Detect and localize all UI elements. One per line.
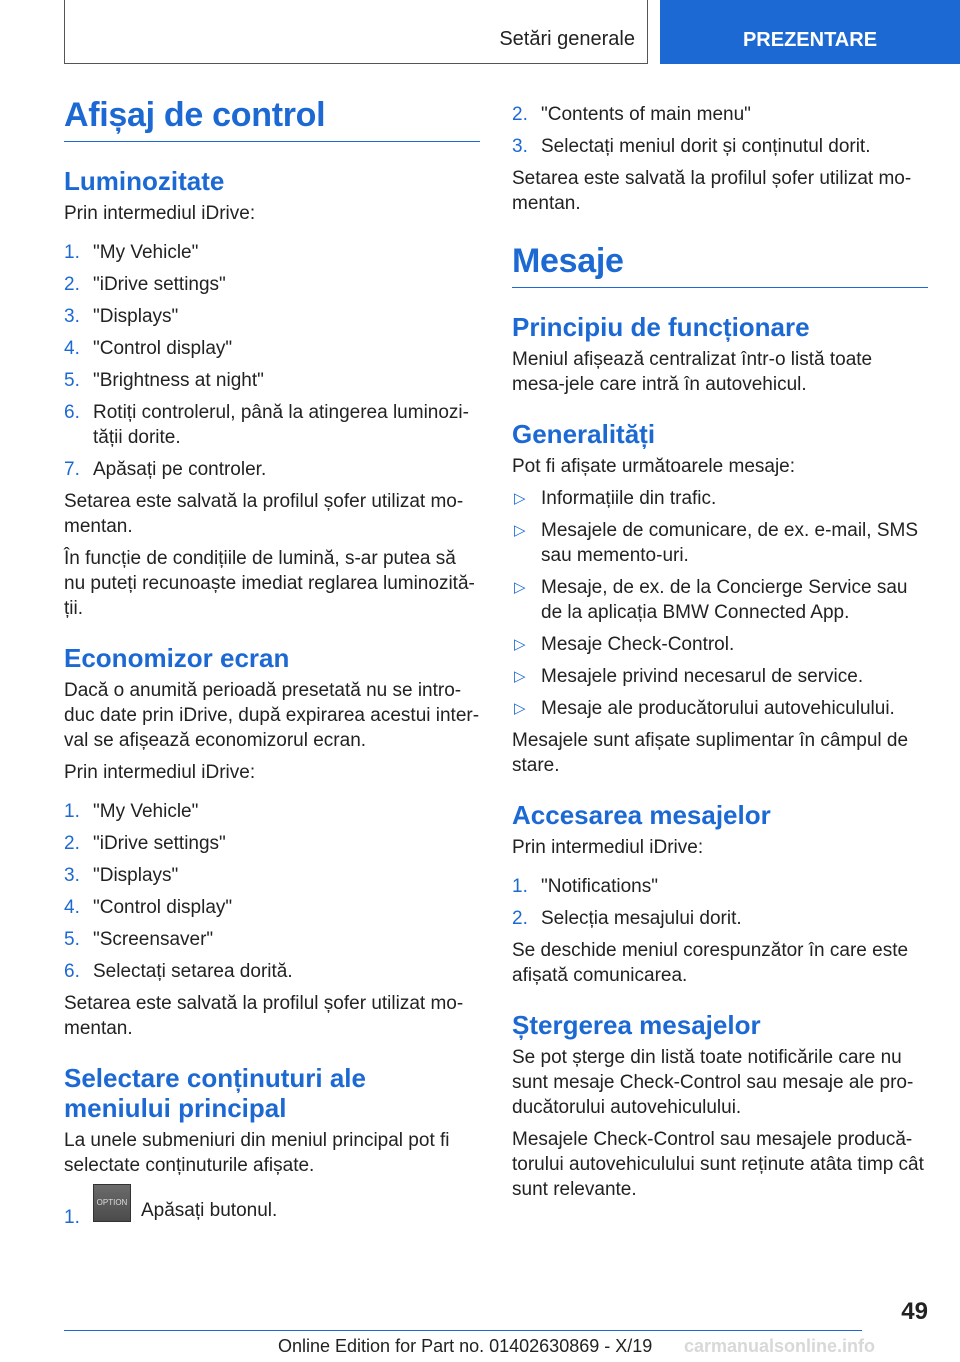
list-item: ▷ Mesaje, de ex. de la Concierge Service sau de la aplicația BMW Connected App. <box>514 577 908 623</box>
heading-mesaje: Mesaje <box>512 242 928 288</box>
list-item: 6. Rotiți controlerul, până la atingerea luminozi-tății dorite. <box>64 402 469 448</box>
list-item: 3. "Displays" <box>64 865 179 886</box>
del-desc-2: Mesajele Check-Control sau mesajele producă-torului autovehiculului sunt reținute atâta timp cât sunt relevante. <box>512 1129 924 1200</box>
list-item: ▷ Mesajele de comunicare, de ex. e-mail, SMS sau memento-uri. <box>514 520 918 566</box>
header-chapter-tab[interactable]: PREZENTARE <box>660 0 960 64</box>
heading-economizor: Economizor ecran <box>64 643 290 673</box>
princ-desc: Meniul afișează centralizat într-o listă toate mesa-jele care intră în autovehicul. <box>512 349 873 395</box>
heading-selectare: Selectare conținuturi ale meniului principal <box>64 1063 366 1123</box>
list-item: 3. Selectați meniul dorit și conținutul dorit. <box>512 136 871 157</box>
list-item: 2. "iDrive settings" <box>64 274 226 295</box>
bullet-triangle-icon: ▷ <box>514 579 526 596</box>
list-item: 5. "Screensaver" <box>64 929 214 950</box>
list-item: 1. "My Vehicle" <box>64 801 199 822</box>
list-item: 2. "Contents of main menu" <box>512 104 751 125</box>
list-item: 1. "My Vehicle" <box>64 242 199 263</box>
sel-step-1: 1. OPTION Apăsați butonul. <box>64 1192 480 1230</box>
list-item: 1. "Notifications" <box>512 876 658 897</box>
bullet-triangle-icon: ▷ <box>514 636 526 653</box>
left-column <box>64 96 480 1230</box>
bullet-triangle-icon: ▷ <box>514 668 526 685</box>
header-section-title: Setări generale <box>499 28 635 50</box>
heading-stergerea: Ștergerea mesajelor <box>512 1010 761 1040</box>
list-item: 5. "Brightness at night" <box>64 370 264 391</box>
eco-saved-note: Setarea este salvată la profilul șofer utilizat mo-mentan. <box>64 993 464 1039</box>
lum-steps <box>64 240 480 482</box>
acc-desc: Se deschide meniul corespunzător în care este afișată comunicarea. <box>512 940 909 986</box>
list-item: 2. Selecția mesajului dorit. <box>512 908 742 929</box>
list-item: 2. "iDrive settings" <box>64 833 226 854</box>
page-title: Afișaj de control <box>64 96 480 142</box>
eco-desc: Dacă o anumită perioadă presetată nu se intro-duc date prin iDrive, după expirarea acestui inter-val se afișează economizorul ecran. <box>64 680 480 751</box>
acc-steps <box>512 874 928 931</box>
eco-steps <box>64 799 480 984</box>
heading-accesarea: Accesarea mesajelor <box>512 800 771 830</box>
page-number: 49 <box>901 1298 928 1325</box>
list-item: ▷ Informațiile din trafic. <box>514 488 717 509</box>
list-item: 6. Selectați setarea dorită. <box>64 961 293 982</box>
bullet-triangle-icon: ▷ <box>514 490 526 507</box>
sel-desc: La unele submeniuri din meniul principal pot fi selectate conținuturile afișate. <box>64 1130 450 1176</box>
sel-steps-continued <box>512 102 928 159</box>
gen-bullets <box>512 486 928 721</box>
del-desc-1: Se pot șterge din listă toate notificările care nu sunt mesaje Check-Control sau mesaje ale pro-ducătorului autovehiculului. <box>512 1047 914 1118</box>
list-item: ▷ Mesaje ale producătorului autovehiculului. <box>514 698 895 719</box>
header-section-box <box>64 0 648 64</box>
list-item: ▷ Mesajele privind necesarul de service. <box>514 666 864 687</box>
list-item: 4. "Control display" <box>64 338 233 359</box>
lum-intro: Prin intermediul iDrive: <box>64 203 256 224</box>
acc-intro: Prin intermediul iDrive: <box>512 837 704 858</box>
list-item: 7. Apăsați pe controler. <box>64 459 267 480</box>
lum-light-note: În funcție de condițiile de lumină, s-ar putea să nu puteți recunoaște imediat reglarea luminozită-ții. <box>64 548 475 619</box>
list-item: ▷ Mesaje Check-Control. <box>514 634 735 655</box>
watermark: carmanualsonline.info <box>684 1336 876 1356</box>
option-button-icon: OPTION <box>93 1184 131 1222</box>
list-item: 4. "Control display" <box>64 897 233 918</box>
list-item: 3. "Displays" <box>64 306 179 327</box>
footer-edition: Online Edition for Part no. 01402630869 - X/19 <box>278 1336 653 1356</box>
bullet-triangle-icon: ▷ <box>514 522 526 539</box>
heading-luminozitate: Luminozitate <box>64 166 225 196</box>
heading-generalitati: Generalități <box>512 419 656 449</box>
right-column <box>512 102 928 1202</box>
eco-intro: Prin intermediul iDrive: <box>64 762 256 783</box>
lum-saved-note: Setarea este salvată la profilul șofer utilizat mo-mentan. <box>64 491 464 537</box>
gen-status-note: Mesajele sunt afișate suplimentar în câmpul de stare. <box>512 730 909 776</box>
footer-divider <box>64 1330 862 1331</box>
gen-intro: Pot fi afișate următoarele mesaje: <box>512 456 796 477</box>
sel-saved-note: Setarea este salvată la profilul șofer utilizat mo-mentan. <box>512 168 912 214</box>
bullet-triangle-icon: ▷ <box>514 700 526 717</box>
heading-principiu: Principiu de funcționare <box>512 312 810 342</box>
